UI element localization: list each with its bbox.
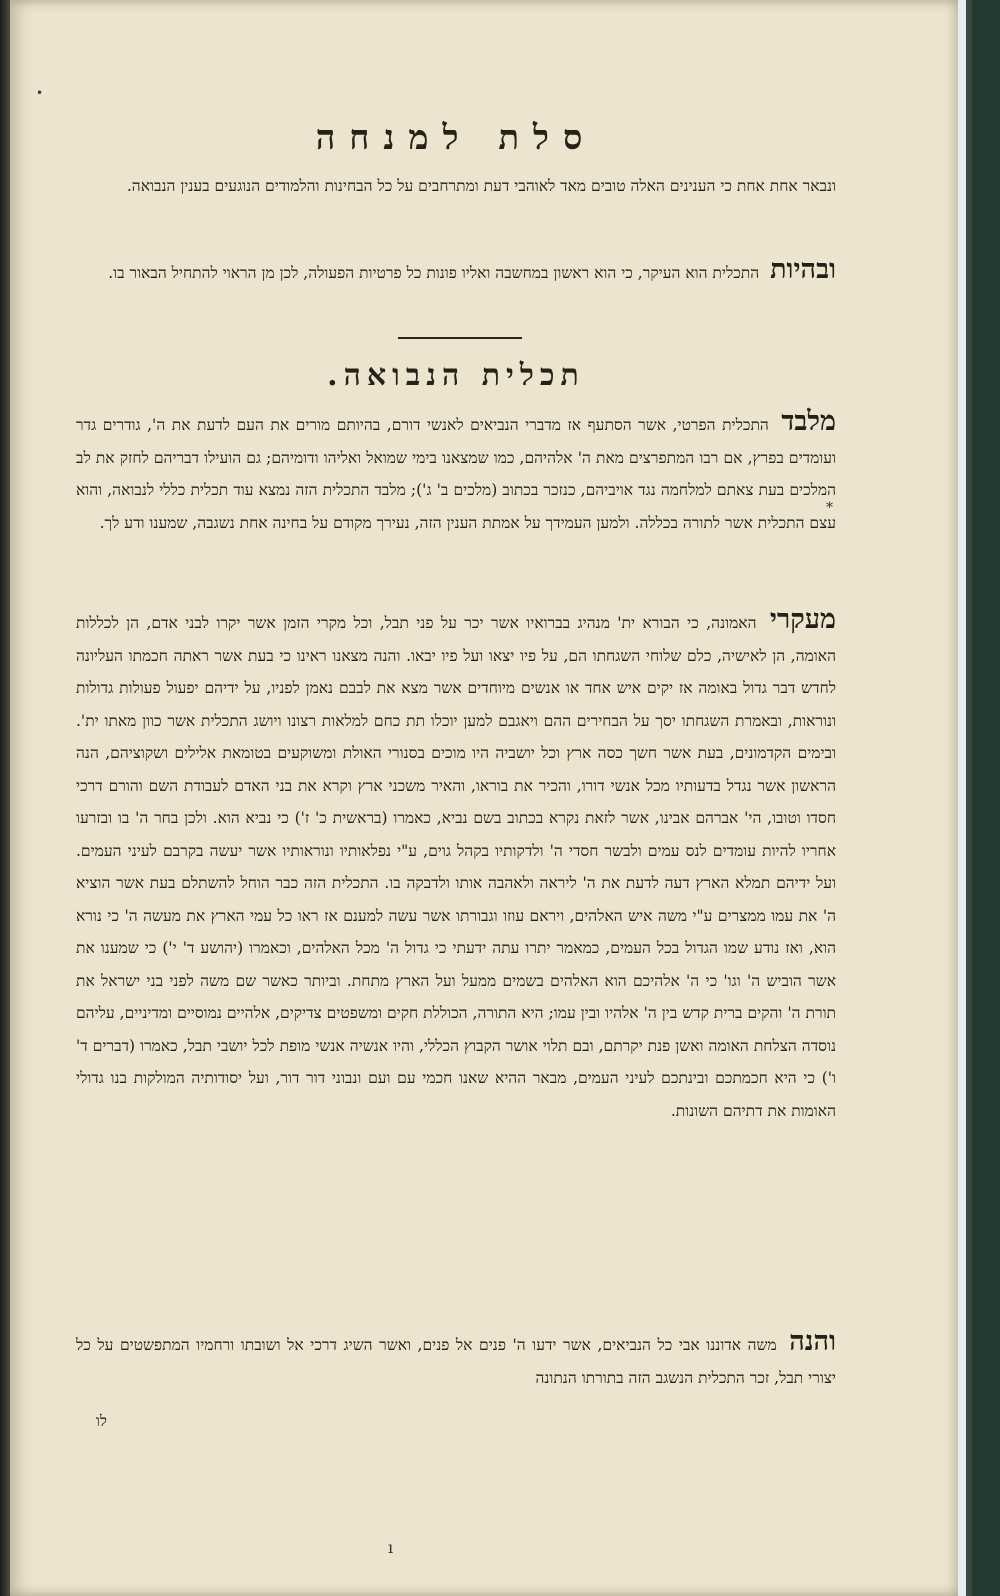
paragraph-2-text: האמונה, כי הבורא ית' מנהיג בברואיו אשר יכר על פני תבל, וכל מקרי הזמן אשר יקרו לבני אדם, הן לכללות האומה, הן לאישיה, כלם שלוחי השגחתו הם, על פיו יצאו ועל פיו יבאו. והנה מצאנו ראינו כי בעת אשר ראתה חכמתו העליונה לחדש דבר גדול באומה אז יקים איש אחד או אנשים מיוחדים אשר מצא את לבבם נאמן לפניו, על ידיהם יפעול פעולות גדולות ונוראות, ובאמרת השגחתו יסך על הבחירים ההם ויאגבם למען יוכלו תת כחם למלאות רצונו ויושג התכלית אשר כוון מאתו ית'. ובימים הקדמונים, בעת אשר חשך כסה ארץ וכל יושביה היו מוכים בסנורי האולת ומשוקעים בטומאת אלילים ושקוציהם, הנה הראשון אשר נגדל בדעותיו מכל אנשי דורו, והכיר את בוראו, והאיר משכני ארץ וקרא את בני האדם לעבודת השם והורם דרכי חסדו וטובו, הי' אברהם אבינו, אשר לזאת נקרא בכתוב בשם נביא, כאמרו (בראשית כ' ז') כי נביא הוא. ולכן בחר ה' בו ובזרעו אחריו להיות עומדים לנס עמים ולבשר חסדי ה' ולדקותיו בקהל גוים, ע"י נפלאותיו ונוראותיו אשר יעשה בקרבם לעיני העמים. ועל ידיהם תמלא הארץ דעה לדעת את ה' ליראה ולאהבה אותו ולדבקה בו. התכלית הזה כבר הוחל להשתלם בעת אשר הוציא ה' את עמו ממצרים ע"י משה איש האלהים, ויראם עוזו וגבורתו אשר עשה למענם אז ראו כל עמי הארץ את מעשה ה' כי נורא הוא, ואז נודע שמו הגדול בכל העמים, כמאמר יתרו עתה ידעתי כי גדול ה' מכל האלהים, וכאמרו (יהושע ד' י') כי שמענו את אשר הוביש ה' וגו' כי ה' אלהיכם הוא האלהים בשמים ממעל ועל הארץ מתחת. וביותר כאשר שם משה לפני בני ישראל את תורת ה' והקים ברית קדש בין ה' אלהיו ובין עמו; היא התורה, הכוללת חקים ומשפטים צדיקים, אלהיים נמוסיים ומדיניים, עליהם נוסדה הצלחת האומה ואשן פנת יקרתם, ובם תלוי אושר הקבוץ הכללי, והיו אנשיה אנשי מופת לכל יושבי תבל, כאמרו (דברים ד' ו') כי היא חכמתכם ובינתכם לעיני העמים, מבאר ההיא שאנו חכמי עם ועם ונבוני דור דור, ועל יסודותיה המולקות בנו גדולי האומות את דתיהם השונות. [76,614,836,1120]
intro-text: ונבאר אחת אחת כי הענינים האלה טובים מאד לאוהבי דעת ומתרחבים על כל הבחינות והלמודים הנוגעים בענין הנבואה. [126,177,836,195]
paragraph-3 [76,1328,836,1394]
section-divider [398,337,522,339]
section-title-block [76,358,836,393]
gutter-mark: ı [388,1538,394,1557]
paragraph-0-text: התכלית הוא העיקר, כי הוא ראשון במחשבה ואליו פונות כל פרטיות הפעולה, לכן מן הראוי להתחיל הבאור בו. [108,264,760,282]
book-spine [0,0,10,1596]
intro-paragraph [76,170,836,203]
paragraph-1-lead-word: מלבד [781,406,836,437]
margin-asterisk: * [826,500,833,516]
title-block [76,118,836,158]
catchword: לו [96,1412,107,1430]
paragraph-2-lead-word: מעקרי [769,604,836,635]
section-title: תכלית הנבואה. [327,358,585,393]
paragraph-0 [76,256,836,290]
scan-background-edge [958,0,1000,1596]
paragraph-3-text: משה אדוננו אבי כל הנביאים, אשר ידעו ה' פנים אל פנים, ואשר השיג דרכי אל ושובתו ורחמיו המתפשטים על כל יצורי תבל, זכר התכלית הנשגב הזה בתורתו הנתונה [76,1336,836,1387]
paragraph-2 [76,606,836,1127]
paragraph-1-text: התכלית הפרטי, אשר הסתעף אז מדברי הנביאים לאנשי דורם, בהיותם מורים את העם לדעת את ה', גודרים גדר ועומדים בפרץ, אם רבו המתפרצים מאת ה' אלהיהם, כמו שמצאנו בימי שמואל ואליהו ודומיהם; גם הועילו דבריהם לחזק את לב המלכים בעת צאתם למלחמה נגד אויביהם, כנזכר בכתוב (מלכים ב' ג'); מלבד התכלית הזה נמצא עוד תכלית כללי לנבואה, והוא עצם התכלית אשר לתורה בכללה. ולמען העמידך על אמתת הענין הזה, נעירך מקודם על בחינה אחת נשגבה, שמענו ודע לך. [76,416,836,532]
paragraph-0-lead-word: ובהיות [770,254,836,285]
margin-mark: • [36,86,44,100]
paragraph-3-lead-word: והנה [789,1326,836,1357]
page-title: סלת למנחה [315,118,597,158]
paragraph-1 [76,408,836,539]
